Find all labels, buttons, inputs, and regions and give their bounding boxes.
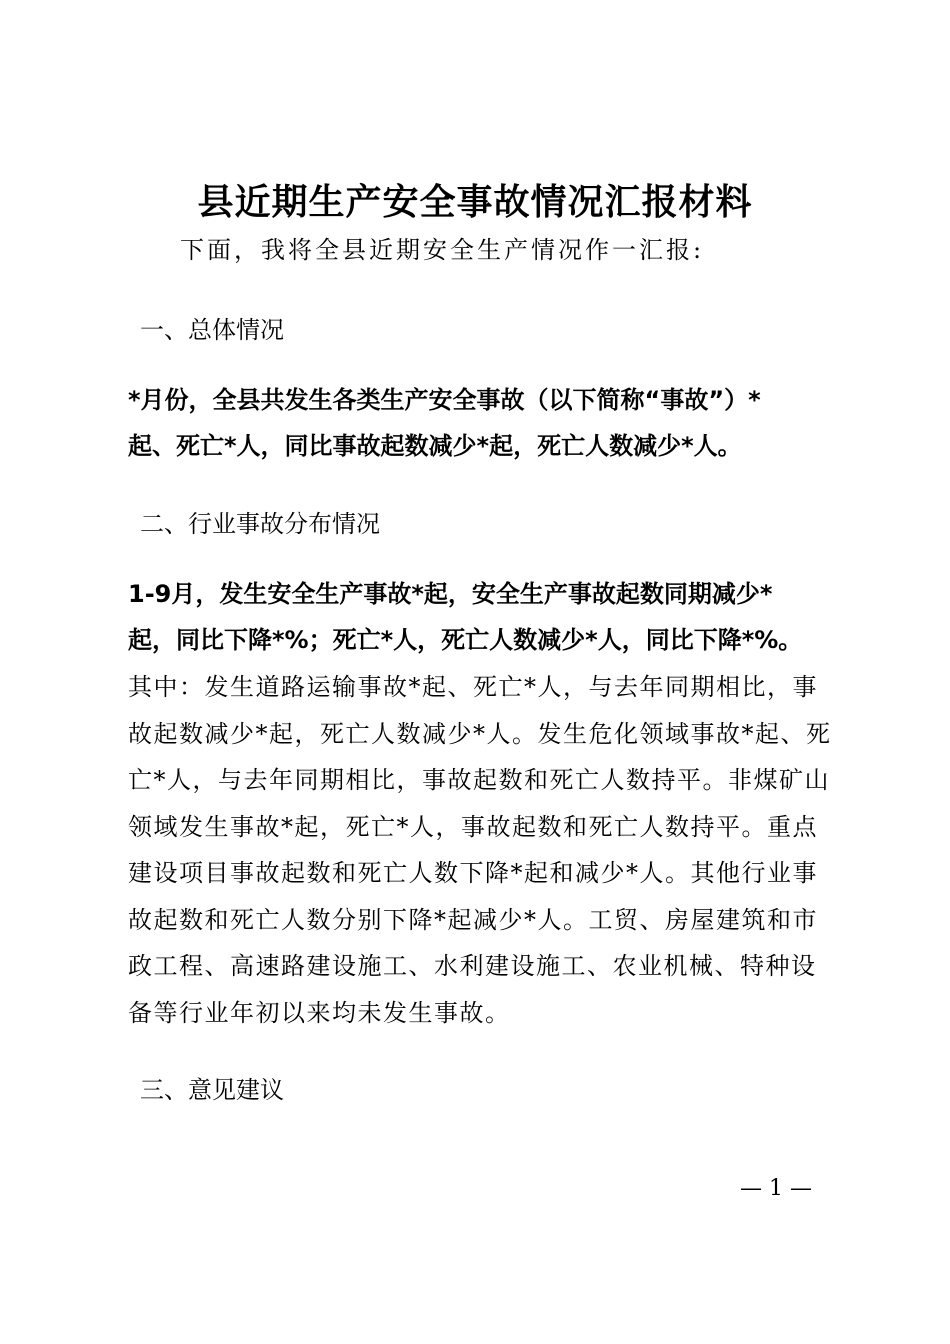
- section-2-detail-line: 亡*人，与去年同期相比，事故起数和死亡人数持平。非煤矿山: [128, 766, 830, 794]
- section-3-heading: 三、意见建议: [140, 1076, 284, 1104]
- section-2-summary: [128, 571, 848, 663]
- section-2-summary-line: 起，同比下降*%；死亡*人，死亡人数减少*人，同比下降*%。: [128, 626, 803, 654]
- section-2-detail-line: 故起数减少*起，死亡人数减少*人。发生危化领域事故*起、死: [128, 719, 832, 748]
- section-2-detail-line: 领域发生事故*起，死亡*人，事故起数和死亡人数持平。重点: [128, 812, 818, 841]
- section-1-paragraph: [128, 377, 848, 469]
- section-1-line: *月份，全县共发生各类生产安全事故（以下简称“事故”）*: [128, 386, 761, 414]
- section-2-detail-line: 政工程、高速路建设施工、水利建设施工、农业机械、特种设: [128, 952, 817, 980]
- document-title: 县近期生产安全事故情况汇报材料: [197, 181, 753, 223]
- section-2-heading: 二、行业事故分布情况: [140, 510, 380, 538]
- section-2-summary-line: 1-9月，发生安全生产事故*起，安全生产事故起数同期减少*: [128, 580, 773, 608]
- intro-paragraph: 下面，我将全县近期安全生产情况作一汇报:: [180, 236, 705, 264]
- section-2-detail-line: 故起数和死亡人数分别下降*起减少*人。工贸、房屋建筑和市: [128, 905, 818, 934]
- page-number: — 1 —: [740, 1176, 812, 1201]
- section-1-heading: 一、总体情况: [140, 316, 284, 344]
- section-1-line: 起、死亡*人，同比事故起数减少*起，死亡人数减少*人。: [128, 432, 742, 460]
- section-2-details: [128, 664, 848, 1036]
- section-2-detail-line: 建设项目事故起数和死亡人数下降*起和减少*人。其他行业事: [128, 859, 818, 887]
- section-2-detail-line: 其中：发生道路运输事故*起、死亡*人，与去年同期相比，事: [128, 673, 818, 701]
- section-2-detail-line: 备等行业年初以来均未发生事故。: [128, 998, 511, 1027]
